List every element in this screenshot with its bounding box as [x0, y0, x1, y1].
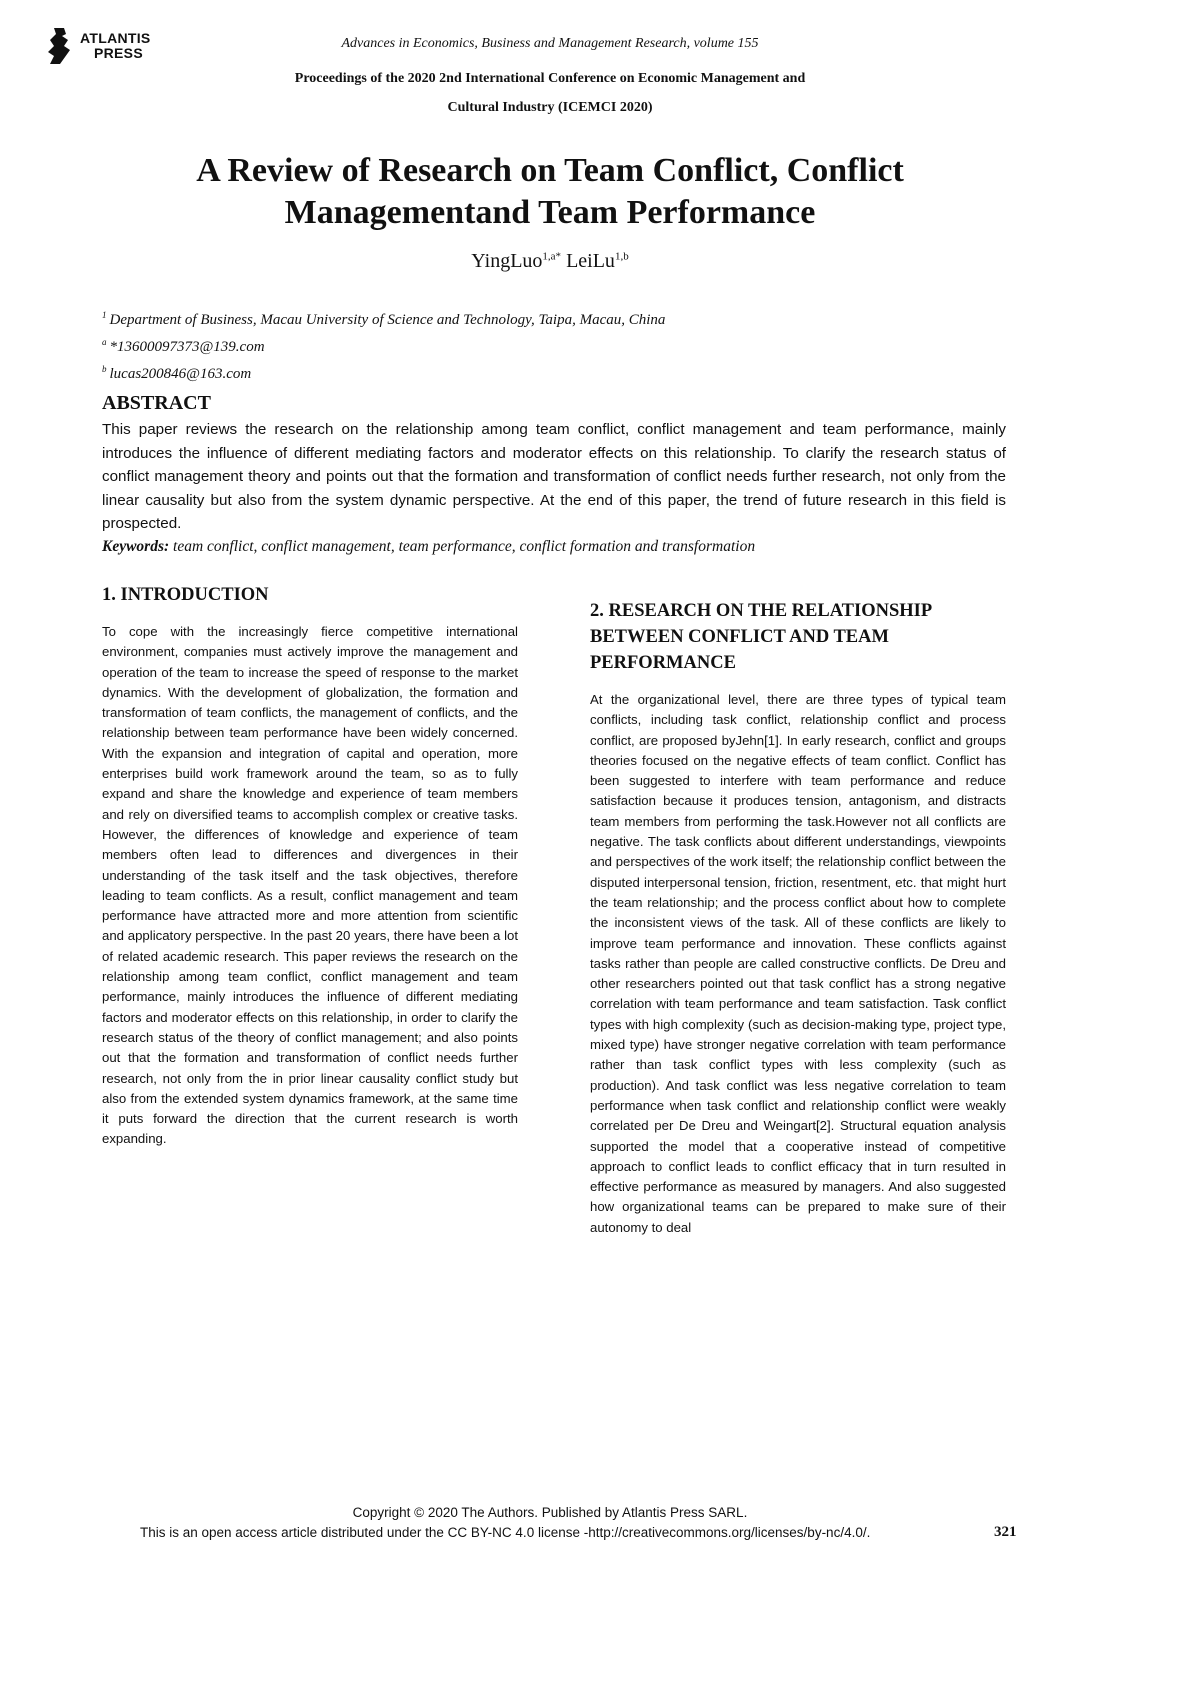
paper-title [0, 150, 1100, 234]
author-2: LeiLu [566, 250, 615, 272]
section-1-heading: 1. INTRODUCTION [102, 585, 269, 605]
journal-name: Advances in Economics, Business and Management Research, volume 155 [341, 36, 759, 51]
section-1-body: To cope with the increasingly fierce competitive international environment, companies must actively improve the management and operation of the team to increase the speed of response to the market dynamics. With the development of globalization, the formation and transformation of team conflicts, the management of conflicts, and the relationship between team performance have been widely concerned. With the expansion and integration of capital and operation, more enterprises build work framework around the team, so as to fully expand and share the knowledge and experience of team members and rely on diversified teams to accomplish complex or creative tasks. However, the differences of knowledge and experience of team members often lead to differences and divergences in their understanding of the task itself and the task objectives, therefore leading to team conflicts. As a result, conflict management and team performance have attracted more and more attention from scientific and applicatory perspective. In the past 20 years, there have been a lot of related academic research. This paper reviews the research on the relationship among team conflict, conflict management and team performance, mainly introduces the influence of different mediating factors and moderator effects on this relationship, in order to clarify the research status of the theory of conflict management; and also points out that the formation and transformation of conflict needs further research, not only from the in prior linear causality conflict study but also from the extended system dynamics framework, at the same time it puts forward the direction that the current research is worth expanding. [102, 624, 518, 1147]
copyright-notice: Copyright © 2020 The Authors. Published by Atlantis Press SARL. [352, 1505, 748, 1520]
author-list [0, 250, 1100, 273]
author-1-affil-mark: 1,a* [542, 250, 562, 263]
affiliations [102, 304, 665, 385]
abstract-heading: ABSTRACT [102, 392, 211, 414]
logo-line-2: PRESS [94, 45, 143, 61]
title-line-1: A Review of Research on Team Conflict, Conflict [196, 152, 904, 189]
email-a: *13600097373@139.com [109, 339, 265, 355]
section-2-body: At the organizational level, there are three types of typical team conflicts, including task conflict, relationship conflict and process conflict, are proposed byJehn[1]. In early research, conflict and groups theories focused on the negative effects of team conflict. Conflict has been suggested to interfere with team performance and reduce satisfaction because it produces tension, antagonism, and distracts team members from performing the task.However not all conflicts are negative. The task conflicts about different understandings, viewpoints and perspectives of the work itself; the relationship conflict between the disputed interpersonal tension, friction, resentment, etc. that might hurt the team relationship; and the process conflict about how to complete the inconsistent views of the task. All of these conflicts are likely to improve team performance and innovation. These conflicts against tasks rather than people are called constructive conflicts. De Dreu and other researchers pointed out that task conflict has a strong negative correlation with team performance and team satisfaction. Task conflict types with high complexity (such as decision-making type, project type, mixed type) have stronger negative correlation with team performance rather than task conflict types with less complexity (such as production). And task conflict was less negative correlation to team performance when task conflict and relationship conflict were weakly correlated per De Dreu and Weingart[2]. Structural equation analysis supported the model that a cooperative instead of competitive approach to conflict leads to conflict efficacy that in turn resulted in effective performance as measured by managers. And also suggested how organizational teams can be prepared to make sure of their autonomy to deal [590, 692, 1006, 1235]
license-notice: This is an open access article distributed under the CC BY-NC 4.0 license -http://creativecommons.org/licenses/by-nc/4.0/. [140, 1525, 871, 1540]
conference-line-1: Proceedings of the 2020 2nd International Conference on Economic Management and [294, 71, 806, 86]
section-2-heading: 2. RESEARCH ON THE RELATIONSHIP BETWEEN CONFLICT AND TEAM PERFORMANCE [590, 601, 932, 673]
page-number: 321 [994, 1524, 1017, 1540]
affiliation-text: Department of Business, Macau University of Science and Technology, Taipa, Macau, China [109, 312, 666, 328]
title-line-2: Managementand Team Performance [284, 194, 816, 231]
keywords [102, 536, 1006, 558]
affiliation-mark: a [102, 337, 107, 347]
author-1: YingLuo [471, 250, 543, 272]
abstract-body: This paper reviews the research on the relationship among team conflict, conflict management and team performance, mainly introduces the influence of different mediating factors and moderator effects on this relationship. To clarify the research status of conflict management theory and points out that the formation and transformation of conflict needs further research, not only from the linear causality but also from the system dynamic perspective. At the end of this paper, the trend of future research in this field is prospected. [102, 421, 1006, 533]
affiliation-item [102, 331, 665, 358]
affiliation-mark: 1 [102, 310, 107, 320]
affiliation-mark: b [102, 364, 107, 374]
conference-line-2: Cultural Industry (ICEMCI 2020) [447, 100, 653, 115]
keywords-list: team conflict, conflict management, team performance, conflict formation and transformation [173, 538, 756, 555]
author-2-affil-mark: 1,b [614, 250, 629, 263]
email-b: lucas200846@163.com [109, 366, 252, 382]
logo-line-1: ATLANTIS [80, 30, 151, 46]
affiliation-item [102, 358, 665, 385]
affiliation-item [102, 304, 665, 331]
keywords-label: Keywords: [102, 538, 170, 555]
conference-name [0, 64, 1100, 122]
